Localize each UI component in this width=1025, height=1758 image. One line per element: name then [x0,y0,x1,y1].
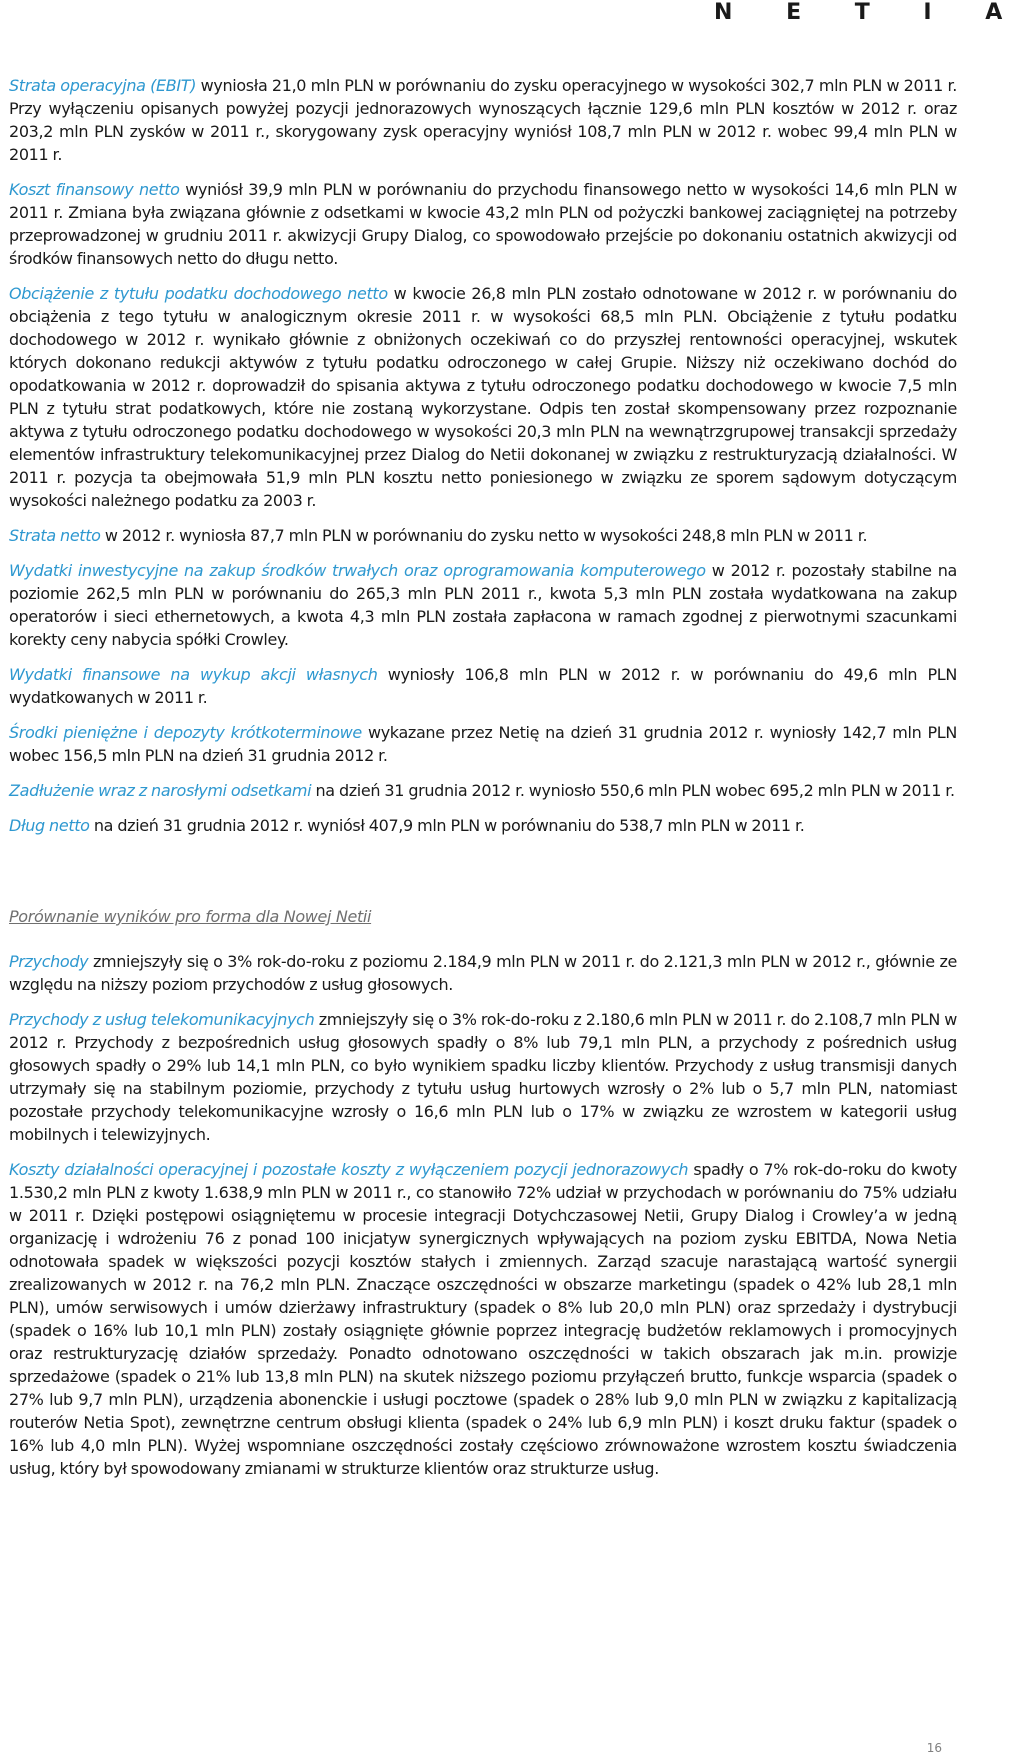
paragraph-operating-costs [9,1158,957,1480]
term-buyback: Wydatki finansowe na wykup akcji własnych [9,665,378,684]
text-telecom-revenue: zmniejszyły się o 3% rok-do-roku z 2.180,6 mln PLN w 2011 r. do 2.108,7 mln PLN w 2012 r. Przychody z bezpośrednich usług głosowych spadły o 8% lub 79,1 mln PLN, a przychody z pośrednich usług głosowych spadły o 29% lub 14,1 mln PLN, co było wynikiem spadku liczby klientów. Przychody z usług transmisji danych utrzymały się na stabilnym poziomie, przychody z tytułu usług hurtowych wzrosły o 2% lub o 5,7 mln PLN, natomiast pozostałe przychody telekomunikacyjne wzrosły o 16,6 mln PLN lub o 17% w związku ze wzrostem w kategorii usług mobilnych i telewizyjnych. [9,1010,957,1144]
text-cash: wykazane przez Netię na dzień 31 grudnia 2012 r. wyniosły 142,7 mln PLN wobec 156,5 mln PLN na dzień 31 grudnia 2012 r. [9,723,957,765]
report-body [9,74,957,1480]
paragraph-buyback [9,663,957,709]
paragraph-telecom-revenue [9,1008,957,1146]
text-net-debt: na dzień 31 grudnia 2012 r. wyniósł 407,9 mln PLN w porównaniu do 538,7 mln PLN w 2011 r. [89,816,805,835]
paragraph-debt [9,779,957,802]
paragraph-capex [9,559,957,651]
term-finance-cost: Koszt finansowy netto [9,180,180,199]
term-income-tax: Obciążenie z tytułu podatku dochodowego netto [9,284,388,303]
term-revenue: Przychody [9,952,89,971]
text-income-tax: w kwocie 26,8 mln PLN zostało odnotowane w 2012 r. w porównaniu do obciążenia z tego tytułu w analogicznym okresie 2011 r. w wysokości 68,5 mln PLN. Obciążenie z tytułu podatku dochodowego w 2012 r. wynikało głównie z obniżonych oczekiwań co do przyszłej rentowności operacyjnej, wskutek których dokonano redukcji aktywów z tytułu podatku odroczonego w całej Grupie. Niższy niż oczekiwano dochód do opodatkowania w 2012 r. doprowadził do spisania aktywa z tytułu odroczonego podatku dochodowego w kwocie 7,5 mln PLN z tytułu strat podatkowych, które nie zostaną wykorzystane. Odpis ten został skompensowany przez rozpoznanie aktywa z tytułu odroczonego podatku dochodowego w wysokości 20,3 mln PLN na wewnątrzgrupowej transakcji sprzedaży elementów infrastruktury telekomunikacyjnej przez Dialog do Netii dokonanej w związku z restrukturyzacją działalności. W 2011 r. pozycja ta obejmowała 51,9 mln PLN kosztu netto poniesionego w związku ze sporem sądowym dotyczącym wysokości należnego podatku za 2003 r. [9,284,957,510]
term-net-debt: Dług netto [9,816,90,835]
text-net-loss: w 2012 r. wyniosła 87,7 mln PLN w porównaniu do zysku netto w wysokości 248,8 mln PLN w 2011 r. [100,526,868,545]
term-cash: Środki pieniężne i depozyty krótkoterminowe [9,723,362,742]
page-number: 16 [926,1741,942,1755]
section-heading [9,907,957,926]
term-capex: Wydatki inwestycyjne na zakup środków trwałych oraz oprogramowania komputerowego [9,561,706,580]
paragraph-revenue [9,950,957,996]
text-buyback: wyniosły 106,8 mln PLN w 2012 r. w porównaniu do 49,6 mln PLN wydatkowanych w 2011 r. [9,665,957,707]
term-operating-costs: Koszty działalności operacyjnej i pozostałe koszty z wyłączeniem pozycji jednorazowych [9,1160,689,1179]
term-telecom-revenue: Przychody z usług telekomunikacyjnych [9,1010,315,1029]
section-title: Porównanie wyników pro forma dla Nowej Netii [9,907,372,926]
text-debt: na dzień 31 grudnia 2012 r. wyniosło 550,6 mln PLN wobec 695,2 mln PLN w 2011 r. [311,781,955,800]
paragraph-income-tax [9,282,957,512]
text-finance-cost: wyniósł 39,9 mln PLN w porównaniu do przychodu finansowego netto w wysokości 14,6 mln PLN w 2011 r. Zmiana była związana głównie z odsetkami w kwocie 43,2 mln PLN od pożyczki bankowej zaciągniętej na potrzeby przeprowadzonej w grudniu 2011 r. akwizycji Grupy Dialog, co spowodowało przejście po dokonaniu ostatnich akwizycji od środków finansowych netto do długu netto. [9,180,957,268]
paragraph-cash [9,721,957,767]
paragraph-net-debt [9,814,957,837]
text-operating-costs: spadły o 7% rok-do-roku do kwoty 1.530,2 mln PLN z kwoty 1.638,9 mln PLN w 2011 r., co stanowiło 72% udział w przychodach w porównaniu do 75% udziału w 2011 r. Dzięki postępowi osiągniętemu w procesie integracji Dotychczasowej Netii, Grupy Dialog i Crowley’a w jedną organizację i wdrożeniu 76 z ponad 100 inicjatyw synergicznych wpływających na poziom zysku EBITDA, Nowa Netia odnotowała spadek w większości pozycji kosztów stałych i zmiennych. Zarząd szacuje narastającą wartość synergii zrealizowanych w 2012 r. na 76,2 mln PLN. Znaczące oszczędności w obszarze marketingu (spadek o 42% lub 28,1 mln PLN), umów serwisowych i umów dzierżawy infrastruktury (spadek o 8% lub 20,0 mln PLN) oraz sprzedaży i dystrybucji (spadek o 16% lub 10,1 mln PLN) zostały osiągnięte głównie poprzez integrację budżetów reklamowych i promocyjnych oraz restrukturyzację działów sprzedaży. Ponadto odnotowano oszczędności w takich obszarach jak m.in. prowizje sprzedażowe (spadek o 21% lub 13,8 mln PLN) na skutek niższego poziomu przyłączeń brutto, funkcje wsparcia (spadek o 27% lub 9,7 mln PLN), urządzenia abonenckie i usługi pocztowe (spadek o 28% lub 9,0 mln PLN w związku z kapitalizacją routerów Netia Spot), zewnętrzne centrum obsługi klienta (spadek o 24% lub 6,9 mln PLN) i koszt druku faktur (spadek o 16% lub 4,0 mln PLN). Wyżej wspomniane oszczędności zostały częściowo zrównoważone wzrostem kosztu świadczenia usług, który był spowodowany zmianami w strukturze klientów oraz strukturze usług. [9,1160,958,1478]
text-ebit: wyniosła 21,0 mln PLN w porównaniu do zysku operacyjnego w wysokości 302,7 mln PLN w 2011 r. Przy wyłączeniu opisanych powyżej pozycji jednorazowych wynoszących łącznie 129,6 mln PLN kosztów w 2012 r. oraz 203,2 mln PLN zysków w 2011 r., skorygowany zysk operacyjny wyniósł 108,7 mln PLN w 2012 r. wobec 99,4 mln PLN w 2011 r. [9,76,957,164]
netia-logo: N E T I A [714,0,1025,25]
term-net-loss: Strata netto [9,526,101,545]
text-capex: w 2012 r. pozostały stabilne na poziomie 262,5 mln PLN w porównaniu do 265,3 mln PLN 2011 r., kwota 5,3 mln PLN została wydatkowana na zakup operatorów i sieci ethernetowych, a kwota 4,3 mln PLN została zapłacona w ramach zgodnej z pierwotnymi szacunkami korekty ceny nabycia spółki Crowley. [9,561,957,649]
term-ebit: Strata operacyjna (EBIT) [9,76,197,95]
paragraph-ebit [9,74,957,166]
text-revenue: zmniejszyły się o 3% rok-do-roku z poziomu 2.184,9 mln PLN w 2011 r. do 2.121,3 mln PLN w 2012 r., głównie ze względu na niższy poziom przychodów z usług głosowych. [9,952,957,994]
term-debt: Zadłużenie wraz z narosłymi odsetkami [9,781,312,800]
paragraph-net-loss [9,524,957,547]
paragraph-finance-cost [9,178,957,270]
